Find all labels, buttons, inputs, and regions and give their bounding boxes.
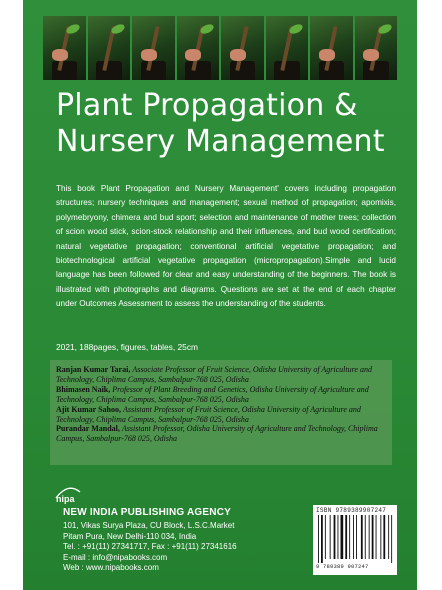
nipa-logo (54, 484, 82, 504)
publisher-email: E-mail : info@nipabooks.com (63, 552, 168, 562)
isbn-number: 9 789389 907247 (316, 563, 369, 570)
photo-strip (43, 16, 397, 80)
publisher-phone: Tel. : +91(11) 27341717, Fax : +91(11) 27341616 (63, 542, 237, 552)
isbn-label: ISBN 9789389907247 (316, 507, 387, 514)
book-title-line1: Plant Propagation & (56, 88, 358, 123)
book-description: This book Plant Propagation and Nursery Management' covers including propagation structures; nursery techniques and management; sexual method of propagation; apomixis, polymebryony, chimera and bud sport; selection and maintenance of mother trees; collection of scion wood stick, scion-stock relationship and their influences, and bud wood certification; natural vegetative propagation; conventional artificial vegetative propagation; and biotechnological artificial vegetative propagation (micropropagation).Simple and lucid language has been followed for clear and easy understanding of the beginners. The book is illustrated with photographs and diagrams. Questions are set at the end of each chapter under Outcomes Assessment to assess the understanding of the students. (56, 184, 396, 309)
publisher-address-line: 101, Vikas Surya Plaza, CU Block, L.S.C.Market (63, 521, 235, 530)
publisher-name: NEW INDIA PUBLISHING AGENCY (63, 507, 231, 518)
author-affiliation: Assistant Professor of Fruit Science, Odisha University of Agriculture and Technology, Chiplima Campus, Sambalpur-768 025, Odisha (56, 404, 361, 424)
nursery-photo (266, 16, 309, 80)
author-name: Ranjan Kumar Tarai, (56, 365, 131, 374)
author-entry (56, 365, 386, 385)
book-title-line2: Nursery Management (56, 124, 385, 159)
author-entry (56, 405, 386, 425)
author-entry (56, 385, 386, 405)
nursery-photo (177, 16, 220, 80)
barcode-icon (316, 515, 394, 563)
publication-info: 2021, 188pages, figures, tables, 25cm (56, 342, 199, 352)
publisher-website: Web : www.nipabooks.com (63, 563, 159, 573)
isbn-barcode (313, 505, 397, 575)
nursery-photo (43, 16, 86, 80)
author-name: Purandar Mandal, (56, 424, 120, 434)
back-cover (23, 0, 417, 590)
authors-box (50, 360, 392, 465)
author-name: Ajit Kumar Sahoo, (56, 404, 121, 414)
author-affiliation: Assistant Professor, Odisha University of Agriculture and Technology, Chiplima Campus, Sambalpur-768 025, Odisha (56, 424, 378, 444)
author-affiliation: Associate Professor of Fruit Science, Odisha University of Agriculture and Technology, Chiplima Campus, Sambalpur-768 025, Odisha (56, 365, 372, 384)
nipa-logo-text: nipa (56, 494, 75, 504)
author-name: Bhimasen Naik, (56, 384, 111, 394)
book-title (56, 88, 406, 160)
nursery-photo (355, 16, 398, 80)
nursery-photo (132, 16, 175, 80)
author-affiliation: Professor of Plant Breeding and Genetics, Odisha University of Agriculture and Technology, Chiplima Campus, Sambalpur-768 025, Odisha (56, 384, 369, 404)
nursery-photo (310, 16, 353, 80)
nursery-photo (88, 16, 131, 80)
nursery-photo (221, 16, 264, 80)
author-entry (56, 424, 386, 444)
publisher-block (63, 507, 303, 574)
publisher-address-line: Pitam Pura, New Delhi-110 034, India (63, 531, 197, 541)
